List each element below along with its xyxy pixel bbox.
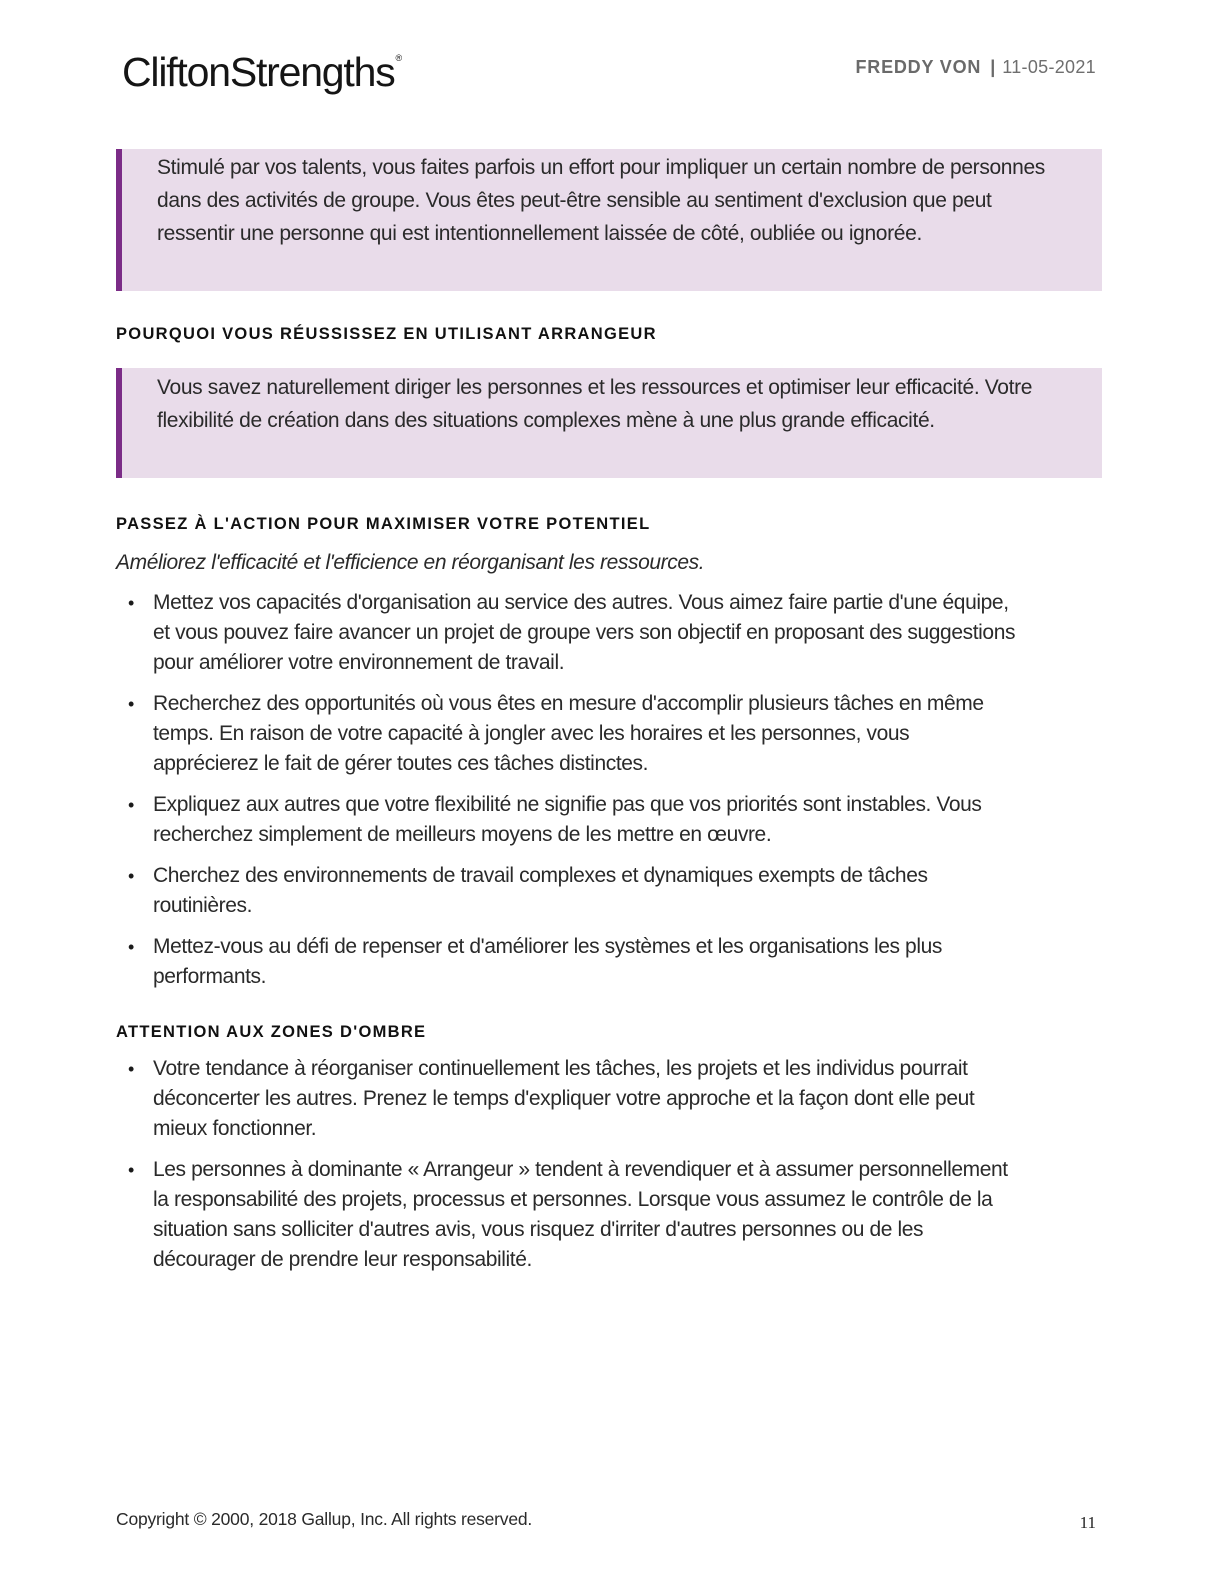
report-owner-and-date: [855, 58, 1096, 76]
list-item-text: Expliquez aux autres que votre flexibilité ne signifie pas que vos priorités sont instables. Vous recherchez simplement de meilleurs moyens de les mettre en œuvre.: [153, 793, 982, 846]
take-action-subtitle: Améliorez l'efficacité et l'efficience en réorganisant les ressources.: [116, 551, 705, 574]
bullet-icon: •: [128, 937, 134, 957]
person-name: FREDDY VON: [855, 57, 982, 77]
list-item-text: Recherchez des opportunités où vous êtes en mesure d'accomplir plusieurs tâches en même temps. En raison de votre capacité à jongler avec les horaires et les personnes, vous apprécierez le fait de gérer toutes ces tâches distinctes.: [153, 692, 984, 775]
logo-text: CliftonStrengths: [122, 49, 395, 95]
bullet-icon: •: [128, 1160, 134, 1180]
list-item: [116, 1155, 1016, 1275]
list-item-text: Les personnes à dominante « Arrangeur » tendent à revendiquer et à assumer personnellement la responsabilité des projets, processus et personnes. Lorsque vous assumez le contrôle de la situation sans solliciter d'autres avis, vous risquez d'irriter d'autres personnes ou de les décourager de prendre leur responsabilité.: [153, 1158, 1008, 1271]
list-item-text: Cherchez des environnements de travail complexes et dynamiques exempts de tâches routinières.: [153, 864, 928, 917]
list-item: [116, 861, 1016, 921]
why-you-succeed-text: Vous savez naturellement diriger les personnes et les ressources et optimiser leur efficacité. Votre flexibilité de création dans des situations complexes mène à une plus grande efficacité.: [157, 376, 1033, 432]
list-item-text: Mettez-vous au défi de repenser et d'améliorer les systèmes et les organisations les plus performants.: [153, 935, 942, 988]
list-item: [116, 1054, 1016, 1144]
take-action-heading: PASSEZ À L'ACTION POUR MAXIMISER VOTRE POTENTIEL: [116, 515, 651, 533]
why-you-succeed-heading: POURQUOI VOUS RÉUSSISSEZ EN UTILISANT ARRANGEUR: [116, 325, 657, 343]
blind-spots-heading: ATTENTION AUX ZONES D'OMBRE: [116, 1023, 427, 1041]
why-you-succeed-callout: [116, 368, 1102, 478]
list-item: [116, 932, 1016, 992]
bullet-icon: •: [128, 866, 134, 886]
blind-spots-list: [116, 1054, 1016, 1286]
list-item-text: Votre tendance à réorganiser continuellement les tâches, les projets et les individus pourrait déconcerter les autres. Prenez le temps d'expliquer votre approche et la façon dont elle peut mieux fonctionner.: [153, 1057, 975, 1140]
list-item: [116, 790, 1016, 850]
page-number: 11: [1079, 1513, 1096, 1532]
report-date: 11-05-2021: [1002, 57, 1096, 77]
list-item: [116, 588, 1016, 678]
bullet-icon: •: [128, 1059, 134, 1079]
list-item-text: Mettez vos capacités d'organisation au service des autres. Vous aimez faire partie d'une équipe, et vous pouvez faire avancer un projet de groupe vers son objectif en proposant des suggestions pour améliorer votre environnement de travail.: [153, 591, 1016, 674]
header-separator: |: [990, 57, 996, 77]
intro-callout-text: Stimulé par vos talents, vous faites parfois un effort pour impliquer un certain nombre de personnes dans des activités de groupe. Vous êtes peut-être sensible au sentiment d'exclusion que peut ressentir une personne qui est intentionnellement laissée de côté, oubliée ou ignorée.: [157, 156, 1045, 245]
bullet-icon: •: [128, 694, 134, 714]
registered-mark: ®: [395, 53, 403, 63]
clifton-strengths-logo: [122, 49, 403, 95]
list-item: [116, 689, 1016, 779]
intro-callout: [116, 149, 1102, 291]
bullet-icon: •: [128, 593, 134, 613]
copyright-notice: Copyright © 2000, 2018 Gallup, Inc. All rights reserved.: [116, 1509, 533, 1529]
bullet-icon: •: [128, 795, 134, 815]
take-action-list: [116, 588, 1016, 1003]
